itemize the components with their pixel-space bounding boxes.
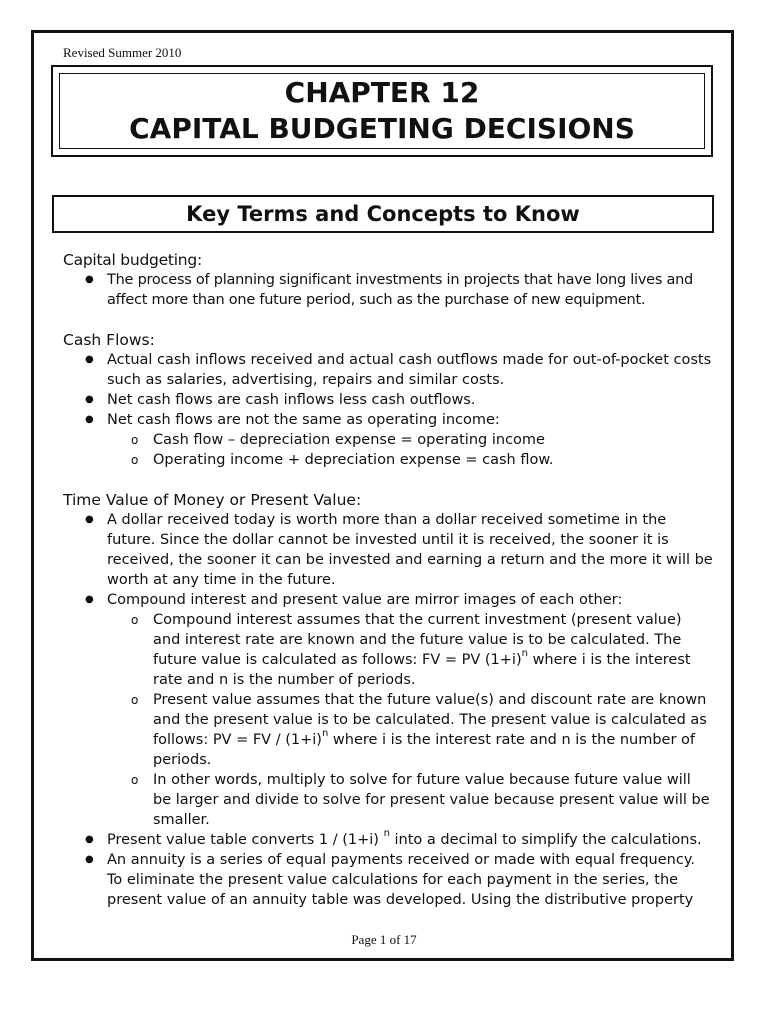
bullet-item: ● Actual cash inflows received and actual cash outflows made for out-of-pocket costs such as salaries, advertising, repairs and similar costs. [63,350,713,390]
chapter-title: CAPITAL BUDGETING DECISIONS [129,112,635,145]
bullet-list [63,270,713,310]
section-title: Key Terms and Concepts to Know [52,195,714,233]
bullet-item: ● Net cash flows are not the same as operating income: [63,410,713,430]
sub-bullet-item: o Present value assumes that the future value(s) and discount rate are known and the present value is to be calculated. The present value is calculated as follows: PV = FV / $(1+i)^n$ where i is the interest rate and n is the number of periods. [63,690,713,770]
bullet-item: ● An annuity is a series of equal payments received or made with equal frequency. To eliminate the present value calculations for each payment in the series, the present value of an annuity table was developed. Using the distributive property [63,850,713,910]
bullet-item: ● Net cash flows are cash inflows less cash outflows. [63,390,713,410]
time-value-section [63,490,713,910]
chapter-title-inner [59,73,705,149]
chapter-number: CHAPTER 12 [284,76,480,109]
document-body [63,250,713,910]
cash-flows-section [63,330,713,470]
section-heading: Capital budgeting: [63,251,202,269]
sub-bullet-item: o Operating income + depreciation expense = cash flow. [63,450,713,470]
chapter-title-box [51,65,713,157]
bullet-item: ● Present value table converts 1 / (1+i) $^n$ into a decimal to simplify the calculations. [63,830,713,850]
sub-bullet-item: o Cash flow – depreciation expense = operating income [63,430,713,450]
bullet-list [63,350,713,470]
sub-bullet-item: o In other words, multiply to solve for future value because future value will be larger and divide to solve for present value because present value will be smaller. [63,770,713,830]
revision-note: Revised Summer 2010 [63,45,182,60]
bullet-item: ● Compound interest and present value are mirror images of each other: [63,590,713,610]
bullet-item: ● The process of planning significant investments in projects that have long lives and affect more than one future period, such as the purchase of new equipment. [63,270,713,310]
capital-budgeting-section [63,250,713,310]
section-heading: Time Value of Money or Present Value: [63,491,362,509]
page-number: Page 1 of 17 [351,932,417,947]
bullet-list [63,510,713,910]
sub-bullet-item: o Compound interest assumes that the current investment (present value) and interest rate are known and the future value is to be calculated. The future value is calculated as follows: FV = PV $(1+i)^n$ where i is the interest rate and n is the number of periods. [63,610,713,690]
bullet-item: ● A dollar received today is worth more than a dollar received sometime in the future. Since the dollar cannot be invested until it is received, the sooner it is received, the sooner it can be invested and earning a return and the more it will be worth at any time in the future. [63,510,713,590]
section-heading: Cash Flows: [63,331,155,349]
